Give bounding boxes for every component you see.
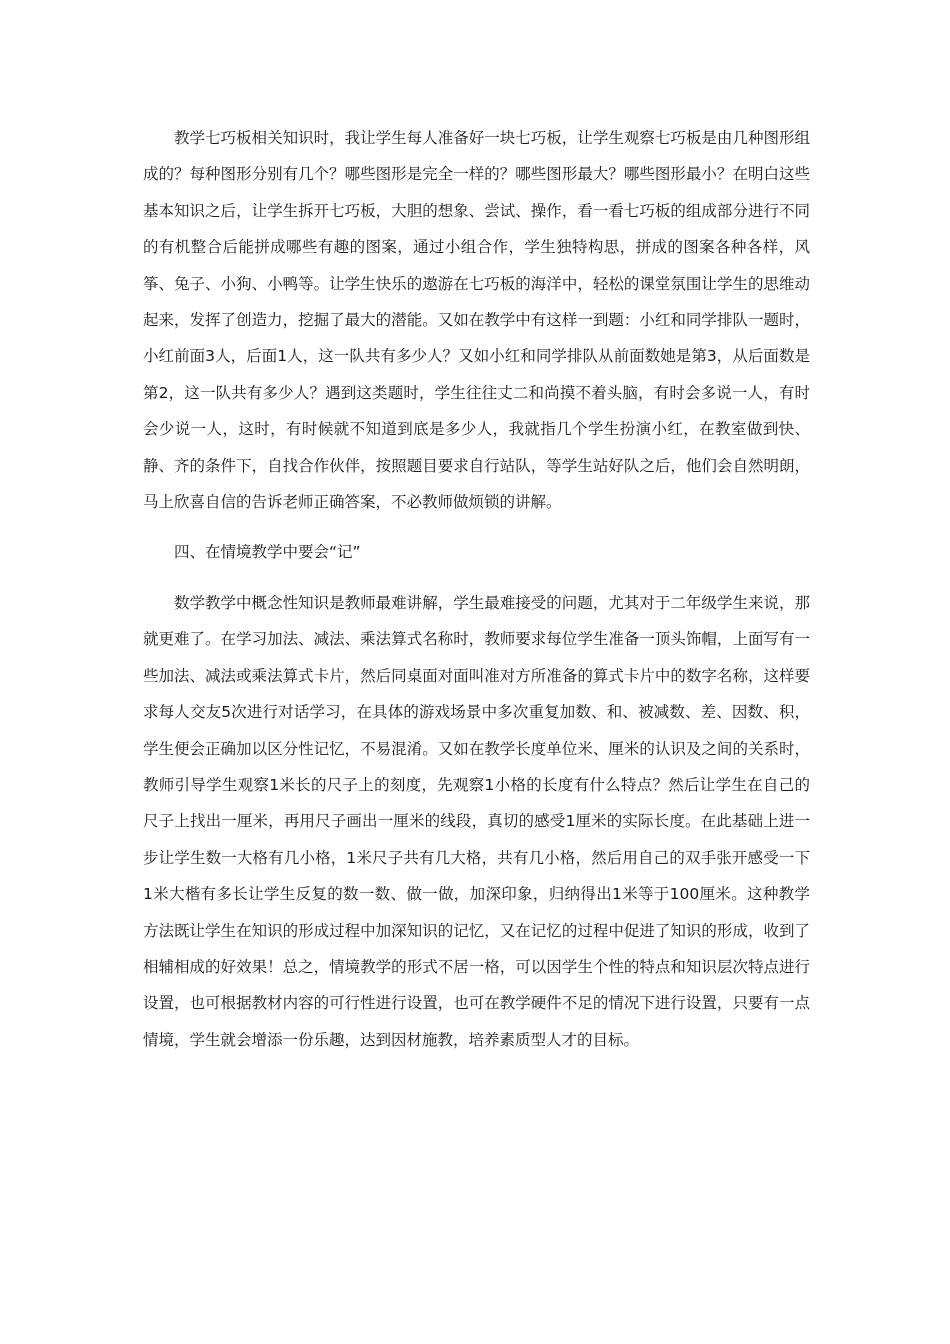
paragraph-memory: 数学教学中概念性知识是教师最难讲解，学生最难接受的问题，尤其对于二年级学生来说，那就更难了。在学习加法、减法、乘法算式名称时，教师要求每位学生准备一顶头饰帽，上面写有一些加法、减法或乘法算式卡片，然后同桌面对面叫准对方所准备的算式卡片中的数字名称，这样要求每人交友5次进行对话学习，在具体的游戏场景中多次重复加数、和、被减数、差、因数、积，学生便会正确加以区分性记忆，不易混淆。又如在教学长度单位米、厘米的认识及之间的关系时，教师引导学生观察1米长的尺子上的刻度，先观察1小格的长度有什么特点？然后让学生在自己的尺子上找出一厘米，再用尺子画出一厘米的线段，真切的感受1厘米的实际长度。在此基础上进一步让学生数一大格有几小格，1米尺子共有几大格，共有几小格，然后用自己的双手张开感受一下1米大楷有多长让学生反复的数一数、做一做，加深印象，归纳得出1米等于100厘米。这种教学方法既让学生在知识的形成过程中加深知识的记忆，又在记忆的过程中促进了知识的形成，收到了相辅相成的好效果！总之，情境教学的形式不居一格，可以因学生个性的特点和知识层次特点进行设置，也可根据教材内容的可行性进行设置，也可在教学硬件不足的情况下进行设置，只要有一点情境，学生就会增添一份乐趣，达到因材施教，培养素质型人才的目标。 xyxy=(143,593,810,1049)
paragraph-tangram: 教学七巧板相关知识时，我让学生每人准备好一块七巧板，让学生观察七巧板是由几种图形组成的？每种图形分别有几个？哪些图形是完全一样的？哪些图形最大？哪些图形最小？在明白这些基本知识之后，让学生拆开七巧板，大胆的想象、尝试、操作，看一看七巧板的组成部分进行不同的有机整合后能拼成哪些有趣的图案，通过小组合作，学生独特构思，拼成的图案各种各样，风筝、兔子、小狗、小鸭等。让学生快乐的遨游在七巧板的海洋中，轻松的课堂氛围让学生的思维动起来，发挥了创造力，挖掘了最大的潜能。又如在教学中有这样一到题：小红和同学排队一题时，小红前面3人，后面1人，这一队共有多少人？又如小红和同学排队从前面数她是第3，从后面数是第2，这一队共有多少人？遇到这类题时，学生往往丈二和尚摸不着头脑，有时会多说一人，有时会少说一人，这时，有时候就不知道到底是多少人，我就指几个学生扮演小红，在教室做到快、静、齐的条件下，自找合作伙伴，按照题目要求自行站队，等学生站好队之后，他们会自然明朗，马上欣喜自信的告诉老师正确答案，不必教师做烦锁的讲解。 xyxy=(143,129,810,512)
document-body xyxy=(143,120,810,1072)
section-heading: 四、在情境教学中要会“记” xyxy=(174,543,361,562)
